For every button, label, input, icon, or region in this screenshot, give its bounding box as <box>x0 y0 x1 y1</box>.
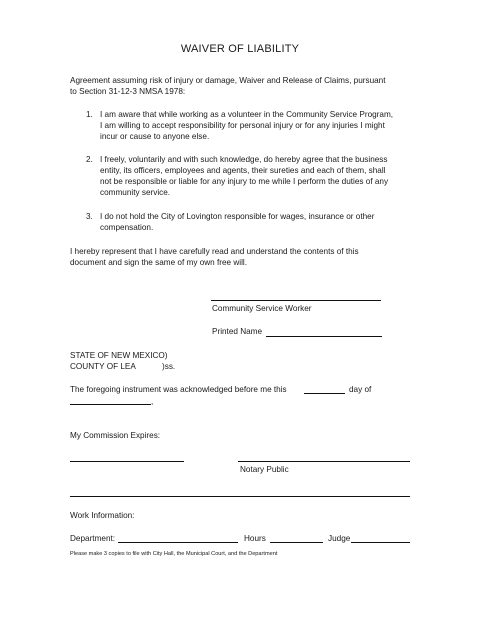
ss-label: )ss. <box>162 362 176 371</box>
state-label: STATE OF NEW MEXICO) <box>70 351 168 360</box>
item-line: not be responsible or liable for any injury to me while I perform the duties of any <box>100 177 389 186</box>
work-info-label: Work Information: <box>70 511 135 520</box>
notary-signature-line[interactable] <box>238 461 410 462</box>
item-line: I am willing to accept responsibility for personal injury or for any injuries I might <box>100 121 385 130</box>
item-line: I freely, voluntarily and with such knowledge, do hereby agree that the business <box>100 155 388 164</box>
item-line: incur or cause to anyone else. <box>100 132 210 141</box>
document-title: WAIVER OF LIABILITY <box>180 43 300 55</box>
intro-line-2: to Section 31-12-3 NMSA 1978: <box>70 87 186 96</box>
printed-name-label: Printed Name <box>212 327 263 336</box>
item-line: I do not hold the City of Lovington responsible for wages, insurance or other <box>100 212 375 221</box>
judge-line[interactable] <box>351 542 410 543</box>
day-of-text: day of <box>349 385 372 394</box>
worker-signature-line[interactable] <box>211 300 381 301</box>
commission-label: My Commission Expires: <box>70 431 161 440</box>
commission-date-line[interactable] <box>70 461 184 462</box>
department-line[interactable] <box>118 542 238 543</box>
item-line: I am aware that while working as a volunteer in the Community Service Program, <box>100 110 394 119</box>
judge-label: Judge <box>328 534 351 543</box>
represent-line-1: I hereby represent that I have carefully read and understand the contents of this <box>70 247 359 256</box>
worker-label: Community Service Worker <box>212 304 312 313</box>
footer-note: Please make 3 copies to file with City Hall, the Municipal Court, and the Department <box>70 551 278 557</box>
trailing-comma: , <box>151 397 154 406</box>
hours-label: Hours <box>244 534 266 543</box>
item-number: 1. <box>86 110 93 119</box>
department-label: Department: <box>70 534 116 543</box>
item-number: 2. <box>86 155 93 164</box>
foregoing-text: The foregoing instrument was acknowledged before me this <box>70 385 287 394</box>
item-line: compensation. <box>100 223 154 232</box>
item-number: 3. <box>86 212 93 221</box>
notary-label: Notary Public <box>240 465 289 474</box>
intro-line-1: Agreement assuming risk of injury or damage, Waiver and Release of Claims, pursuant <box>70 76 386 85</box>
day-blank-line[interactable] <box>304 393 345 394</box>
county-label: COUNTY OF LEA <box>70 362 136 371</box>
hours-line[interactable] <box>270 542 323 543</box>
represent-line-2: document and sign the same of my own free will. <box>70 258 248 267</box>
separator-line <box>70 496 410 497</box>
month-blank-line[interactable] <box>70 404 151 405</box>
printed-name-line[interactable] <box>266 336 382 337</box>
item-line: entity, its officers, employees and agents, their sureties and each of them, shall <box>100 166 386 175</box>
item-line: community service. <box>100 188 171 197</box>
